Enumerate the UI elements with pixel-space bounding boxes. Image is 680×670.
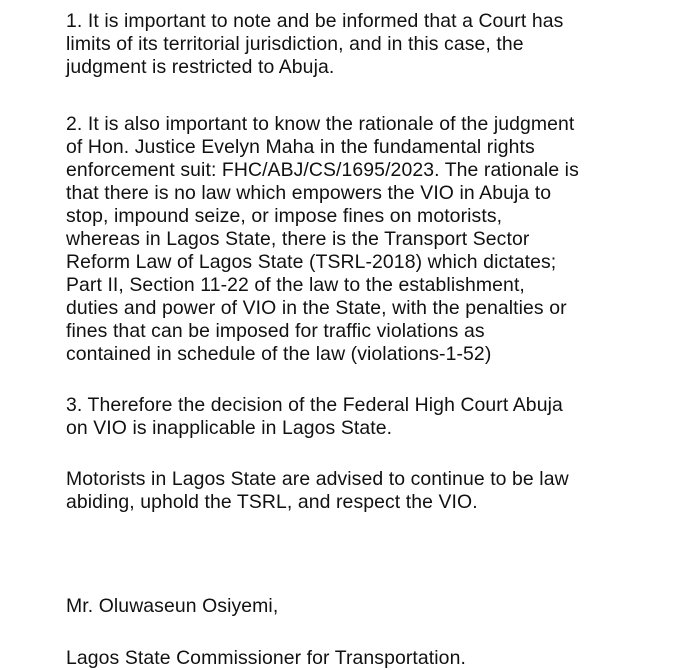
paragraph-2-line-2: of Hon. Justice Evelyn Maha in the fundamental rights xyxy=(66,136,535,158)
paragraph-2-line-6: whereas in Lagos State, there is the Transport Sector xyxy=(66,228,530,250)
paragraph-2-line-9: duties and power of VIO in the State, with the penalties or xyxy=(66,297,567,319)
paragraph-2-line-1: 2. It is also important to know the rationale of the judgment xyxy=(66,113,575,135)
paragraph-2-line-7: Reform Law of Lagos State (TSRL-2018) which dictates; xyxy=(66,251,557,273)
paragraph-3-line-1: 3. Therefore the decision of the Federal High Court Abuja xyxy=(66,394,563,416)
paragraph-2-line-5: stop, impound seize, or impose fines on motorists, xyxy=(66,205,503,227)
paragraph-2-line-3: enforcement suit: FHC/ABJ/CS/1695/2023. The rationale is xyxy=(66,159,579,181)
paragraph-4-line-2: abiding, uphold the TSRL, and respect the VIO. xyxy=(66,491,478,513)
paragraph-2-line-8: Part II, Section 11-22 of the law to the establishment, xyxy=(66,274,525,296)
signatory-title: Lagos State Commissioner for Transportation. xyxy=(66,647,466,669)
paragraph-2-line-4: that there is no law which empowers the VIO in Abuja to xyxy=(66,182,552,204)
paragraph-2-line-11: contained in schedule of the law (violations-1-52) xyxy=(66,343,492,365)
paragraph-4-line-1: Motorists in Lagos State are advised to continue to be law xyxy=(66,468,569,490)
signatory-name: Mr. Oluwaseun Osiyemi, xyxy=(66,595,279,617)
paragraph-1-line-2: limits of its territorial jurisdiction, and in this case, the xyxy=(66,33,524,55)
paragraph-3-line-2: on VIO is inapplicable in Lagos State. xyxy=(66,417,393,439)
paragraph-2-line-10: fines that can be imposed for traffic violations as xyxy=(66,320,485,342)
paragraph-1-line-3: judgment is restricted to Abuja. xyxy=(66,56,335,78)
paragraph-1-line-1: 1. It is important to note and be informed that a Court has xyxy=(66,10,564,32)
